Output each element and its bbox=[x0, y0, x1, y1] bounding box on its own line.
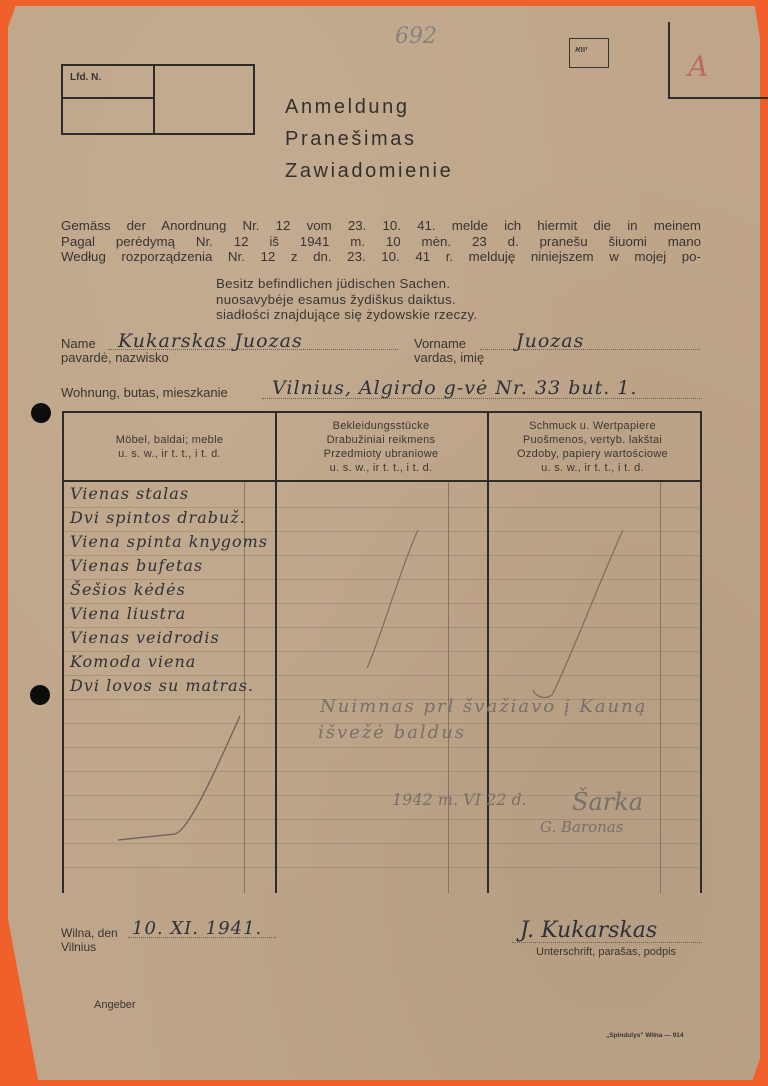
title-german: Anmeldung bbox=[285, 96, 410, 118]
furniture-item: Dvi lovos su matras. bbox=[70, 676, 255, 695]
address-field[interactable]: Vilnius, Algirdo g-vė Nr. 33 but. 1. bbox=[272, 377, 638, 399]
name-label: Name bbox=[61, 336, 96, 351]
place-label: Wilna, den bbox=[61, 926, 118, 940]
first-name-field[interactable]: Juozas bbox=[516, 330, 585, 352]
title-polish: Zawiadomienie bbox=[285, 160, 454, 182]
furniture-item: Šešios kėdės bbox=[70, 580, 186, 599]
furniture-item: Vienas stalas bbox=[70, 484, 190, 503]
intro-line-lt: Pagal perėdymą Nr. 12 iš 1941 m. 10 mėn. 23 d. pranešu šiuomi mano bbox=[61, 233, 701, 249]
vorname-sublabel: vardas, imię bbox=[414, 350, 485, 365]
intro-line-pl: Według rozporządzenia Nr. 12 z dn. 23. 10. 41 r. melduję niniejszem w mojej po- bbox=[61, 249, 701, 264]
furniture-item: Vienas veidrodis bbox=[70, 628, 220, 647]
pencil-note-line-1: Nuimnas prl švažiavo į Kauną bbox=[320, 696, 648, 717]
date-field[interactable]: 10. XI. 1941. bbox=[132, 918, 263, 939]
archive-number: 692 bbox=[395, 24, 437, 49]
furniture-item: Dvi spintos drabuž. bbox=[70, 508, 246, 527]
signature-field[interactable]: J. Kukarskas bbox=[520, 918, 658, 943]
title-lithuanian: Pranešimas bbox=[285, 128, 417, 150]
corner-mark: A bbox=[688, 50, 709, 83]
pencil-signature: Šarka bbox=[572, 788, 644, 816]
lfd-label: Lfd. N. bbox=[70, 72, 102, 83]
intro-cont-de: Besitz befindlichen jüdischen Sachen. bbox=[216, 276, 451, 291]
furniture-item: Viena spinta knygoms bbox=[70, 532, 269, 551]
furniture-item: Viena liustra bbox=[70, 604, 187, 623]
furniture-item: Vienas bufetas bbox=[70, 556, 204, 575]
name-sublabel: pavardė, nazwisko bbox=[61, 350, 169, 365]
address-label: Wohnung, butas, mieszkanie bbox=[61, 385, 228, 400]
intro-cont-pl: siadłości znajdujące się żydowskie rzeczy. bbox=[216, 307, 478, 322]
place-sublabel: Vilnius bbox=[61, 940, 97, 954]
vorname-label: Vorname bbox=[414, 336, 467, 351]
pencil-signature-2: G. Baronas bbox=[540, 818, 624, 836]
intro-cont-lt: nuosavybėje esamus žydiškus daiktus. bbox=[216, 291, 456, 307]
pencil-note-line-2: išvežė baldus bbox=[318, 722, 467, 743]
printer-mark: „Spindulys" Wilna — 914 bbox=[606, 1032, 684, 1039]
intro-line-de: Gemäss der Anordnung Nr. 12 vom 23. 10. 41. melde ich hiermit die in meinem bbox=[61, 218, 701, 233]
angeber-label: Angeber bbox=[94, 999, 136, 1011]
furniture-item: Komoda viena bbox=[70, 652, 197, 671]
pencil-date: 1942 m. VI 22 d. bbox=[392, 790, 527, 809]
stamp-text: יווא bbox=[575, 45, 588, 54]
signature-label: Unterschrift, parašas, podpis bbox=[536, 946, 677, 958]
surname-field[interactable]: Kukarskas Juozas bbox=[118, 330, 303, 352]
column-header-jewelry: Schmuck u. Wertpapiere Puošmenos, vertyb. lakštai Ozdoby, papiery wartościowe u. s. w., ir t. t., i t. d. bbox=[517, 420, 668, 474]
column-header-furniture: Möbel, baldai; meble u. s. w., ir t. t., i t. d. bbox=[115, 434, 224, 460]
column-header-clothing: Bekleidungsstücke Drabužiniai reikmens Przedmioty ubraniowe u. s. w., ir t. t., i t. d. bbox=[323, 420, 439, 474]
